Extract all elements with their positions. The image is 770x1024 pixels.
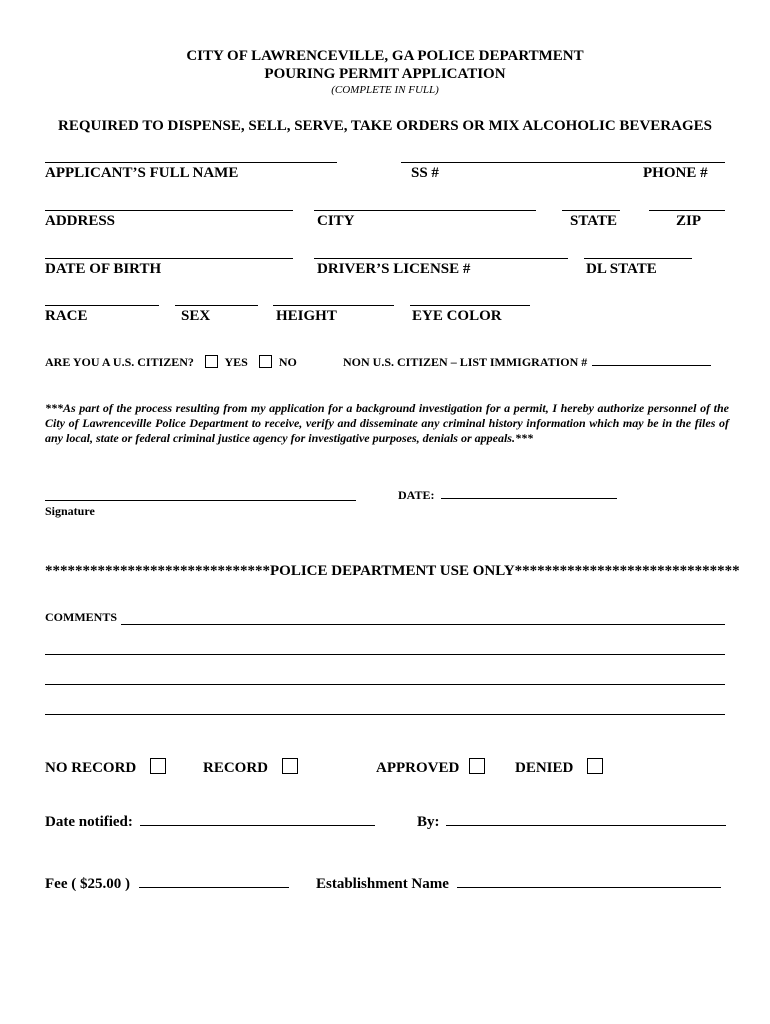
height-line[interactable] [273, 305, 394, 306]
zip-line[interactable] [649, 210, 725, 211]
address-label: ADDRESS [45, 213, 116, 229]
record-label: RECORD [203, 760, 269, 776]
police-use-banner: ******************************POLICE DEPARTMENT USE ONLY****************************** [45, 563, 740, 579]
comments-line-2[interactable] [45, 654, 725, 655]
comments-line-1[interactable] [121, 624, 725, 625]
date-notified-field [45, 814, 375, 831]
sex-label: SEX [181, 308, 211, 324]
authorization-statement: ***As part of the process resulting from my application for a background investigation for a permit, I hereby authorize personnel of the City of Lawrenceville Police Department to receive, verify and disseminate any criminal history information which may be in the files of any local, state or federal criminal justice agency for investigative purposes, denials or appeals.*** [45, 401, 729, 445]
no-record-checkbox[interactable] [150, 758, 166, 774]
comments-line-3[interactable] [45, 684, 725, 685]
no-label: NO [278, 355, 297, 369]
date-notified-label: Date notified: [45, 814, 133, 830]
record-checkbox[interactable] [282, 758, 298, 774]
license-line[interactable] [314, 258, 568, 259]
form-title: CITY OF LAWRENCEVILLE, GA POLICE DEPARTMENT [186, 48, 584, 64]
by-line[interactable] [446, 825, 726, 826]
address-line[interactable] [45, 210, 293, 211]
citizen-question: ARE YOU A U.S. CITIZEN? [45, 355, 194, 369]
date-notified-line[interactable] [140, 825, 375, 826]
ss-phone-line[interactable] [401, 162, 725, 163]
state-line[interactable] [562, 210, 620, 211]
no-record-option [45, 760, 166, 777]
record-option [203, 760, 298, 777]
fee-label: Fee ( $25.00 ) [45, 876, 130, 892]
yes-checkbox[interactable] [205, 355, 218, 368]
establishment-label: Establishment Name [316, 876, 449, 892]
race-line[interactable] [45, 305, 159, 306]
dob-line[interactable] [45, 258, 293, 259]
signature-label: Signature [45, 504, 95, 518]
dob-label: DATE OF BIRTH [45, 261, 162, 277]
immigration-line[interactable] [592, 365, 711, 366]
complete-note: (COMPLETE IN FULL) [331, 84, 439, 96]
approved-label: APPROVED [376, 760, 460, 776]
by-label: By: [417, 814, 440, 830]
citizen-row [45, 355, 297, 370]
approved-checkbox[interactable] [469, 758, 485, 774]
race-label: RACE [45, 308, 88, 324]
comments-label: COMMENTS [45, 610, 117, 624]
full-name-line[interactable] [45, 162, 337, 163]
eye-color-label: EYE COLOR [412, 308, 502, 324]
establishment-line[interactable] [457, 887, 721, 888]
denied-checkbox[interactable] [587, 758, 603, 774]
immigration-label: NON U.S. CITIZEN – LIST IMMIGRATION # [343, 355, 588, 369]
immigration-field [343, 355, 711, 370]
establishment-field [316, 876, 721, 893]
phone-label: PHONE # [643, 165, 708, 181]
city-label: CITY [317, 213, 355, 229]
denied-option [515, 760, 603, 777]
full-name-label: APPLICANT’S FULL NAME [45, 165, 239, 181]
yes-label: YES [224, 355, 248, 369]
sex-line[interactable] [175, 305, 258, 306]
date-field [398, 488, 617, 503]
license-label: DRIVER’S LICENSE # [317, 261, 471, 277]
dl-state-label: DL STATE [586, 261, 657, 277]
no-checkbox[interactable] [259, 355, 272, 368]
denied-label: DENIED [515, 760, 574, 776]
height-label: HEIGHT [276, 308, 337, 324]
required-heading: REQUIRED TO DISPENSE, SELL, SERVE, TAKE ORDERS OR MIX ALCOHOLIC BEVERAGES [58, 118, 712, 134]
no-record-label: NO RECORD [45, 760, 137, 776]
comments-line-4[interactable] [45, 714, 725, 715]
fee-field [45, 876, 289, 893]
zip-label: ZIP [676, 213, 702, 229]
ss-label: SS # [411, 165, 439, 181]
approved-option [376, 760, 485, 777]
dl-state-line[interactable] [584, 258, 692, 259]
form-subtitle: POURING PERMIT APPLICATION [264, 66, 506, 82]
state-label: STATE [570, 213, 617, 229]
date-label: DATE: [398, 488, 435, 502]
by-field [417, 814, 726, 831]
city-line[interactable] [314, 210, 536, 211]
eye-color-line[interactable] [410, 305, 530, 306]
signature-line[interactable] [45, 500, 356, 501]
date-line[interactable] [441, 498, 617, 499]
fee-line[interactable] [139, 887, 289, 888]
